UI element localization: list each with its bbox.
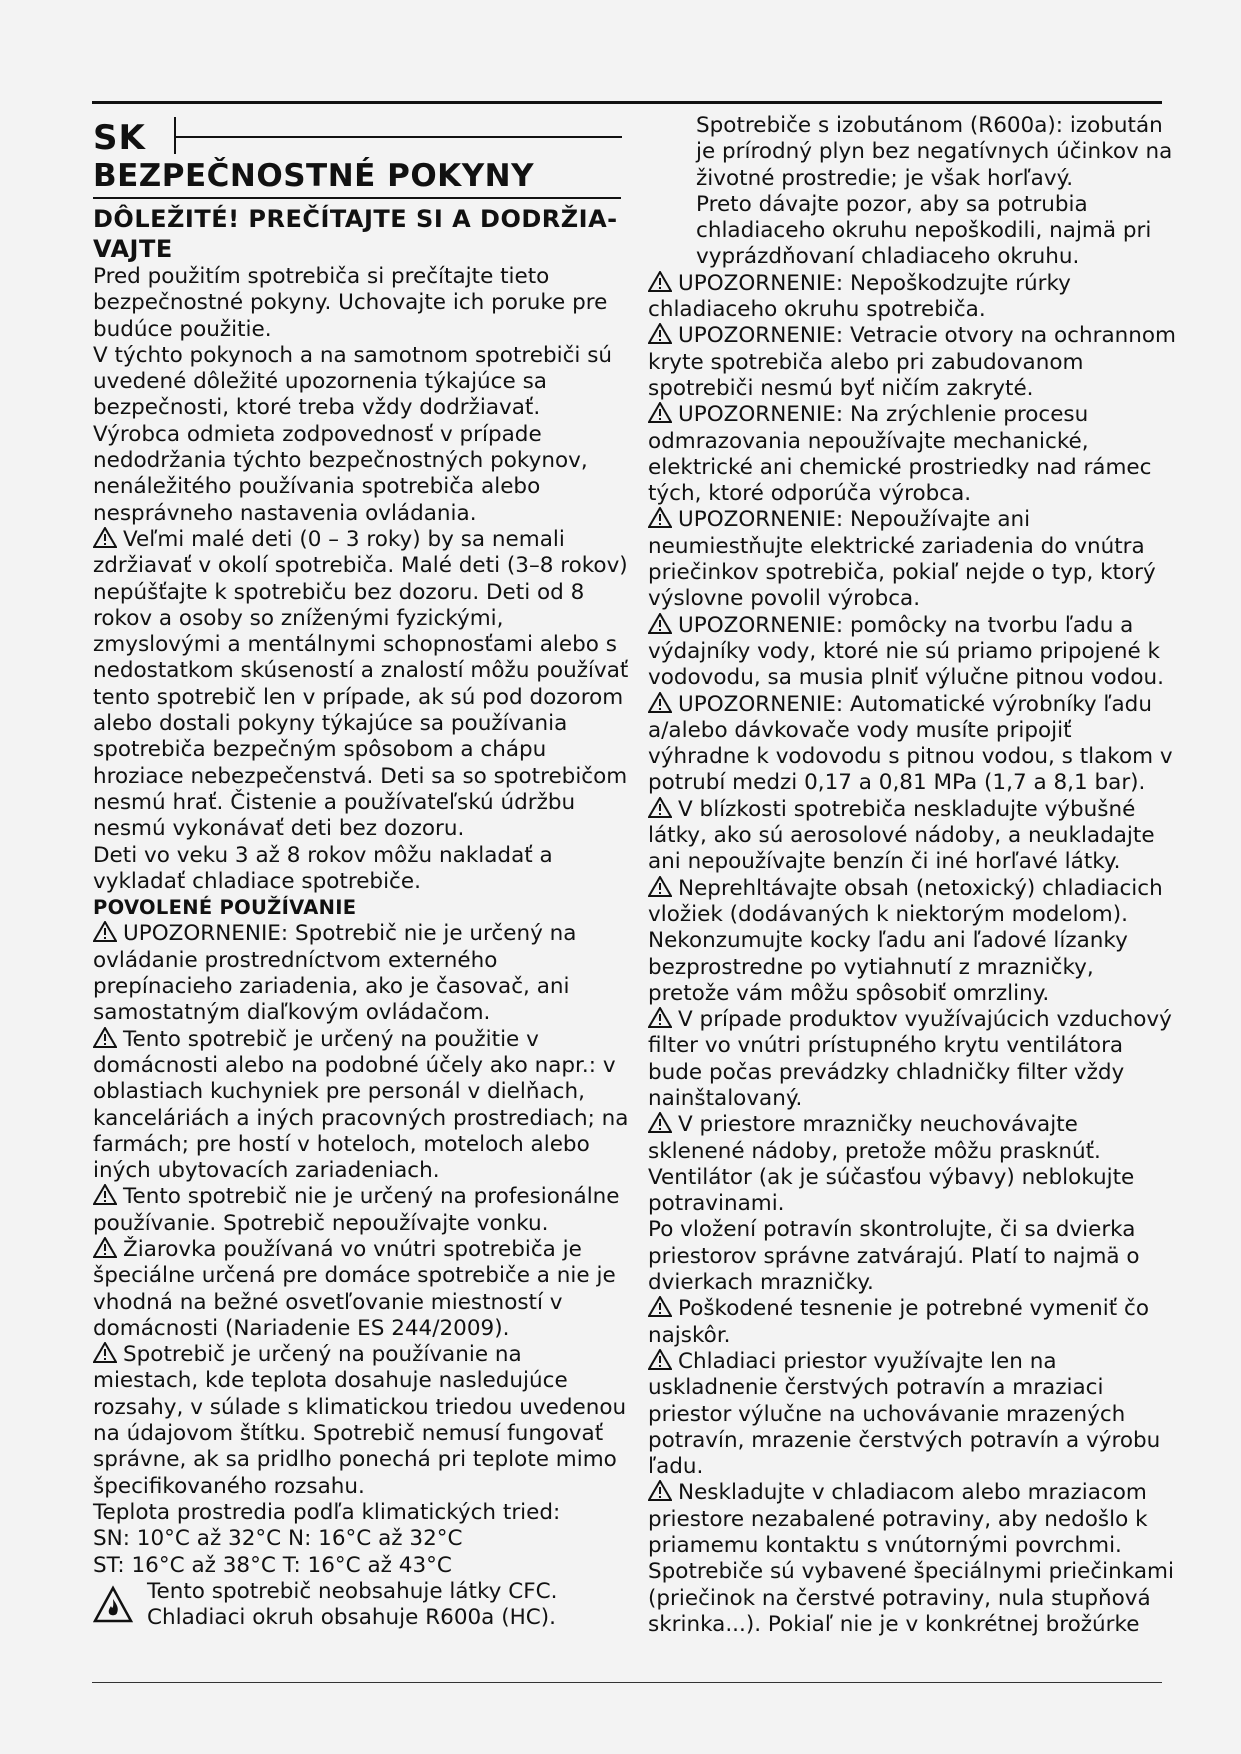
right-column [648,113,1178,1638]
paragraph [648,402,1178,507]
paragraph-text: Chladiaci priestor využívajte len na uskladnenie čerstvých potravín a mraziaci priestor výlučne na uchovávanie mrazených potravín, mrazenie čerstvých potravín a výrobu ľadu. [648,1348,1161,1480]
paragraph-text: V priestore mrazničky neuchovávajte sklenené nádoby, pretože môžu prasknúť. [648,1112,1101,1164]
paragraph-text: Tento spotrebič je určený na použitie v domácnosti alebo na podobné účely ako napr.: v oblastiach kuchyniek pre personál v dielňach, kanceláriách a iných pracovných prostrediach; na farmách; pre hostí v hoteloch, moteloch alebo iných ubytovacích zariadeniach. [93,1026,629,1184]
paragraph-text: UPOZORNENIE: Vetracie otvory na ochrannom kryte spotrebiča alebo pri zabudovanom spotrebiči nesmú byť ničím zakryté. [648,323,1176,401]
bottom-rule [92,1682,1162,1683]
warning-icon [93,1027,117,1048]
paragraph [93,1237,633,1342]
paragraph [648,271,1178,324]
paragraph: Spotrebiče s izobutánom (R600a): izobután je prírodný plyn bez negatívnych účinkov na životné prostredie; je však horľavý. [696,113,1173,191]
subheading: POVOLENÉ POUŽÍVANIE [93,896,357,920]
paragraph: Chladiaci okruh obsahuje R600a (HC). [147,1605,556,1631]
paragraph: Deti vo veku 3 až 8 rokov môžu nakladať a vykladať chladiace spotrebiče. [93,842,553,894]
paragraph-text: UPOZORNENIE: Na zrýchlenie procesu odmrazovania nepoužívajte mechanické, elektrické ani chemické prostriedky nad rámec tých, ktoré odporúča výrobca. [648,402,1152,507]
paragraph [648,1112,1178,1165]
warning-icon [93,527,117,548]
paragraph: Tento spotrebič neobsahuje látky CFC. [147,1578,558,1604]
paragraph [93,1027,633,1185]
page-title: BEZPEČNOSTNÉ POKYNY [93,158,535,194]
paragraph: Pred použitím spotrebiča si prečítajte tieto bezpečnostné pokyny. Uchovajte ich poruke pre budúce použitie. [93,264,608,342]
paragraph-text: V blízkosti spotrebiča neskladujte výbušné látky, ako sú aerosolové nádoby, a neukladajte ani nepoužívajte benzín či iné horľavé látky. [648,796,1155,875]
warning-icon [648,1296,672,1317]
paragraph: Spotrebiče sú vybavené špeciálnymi priečinkami (priečinok na čerstvé potraviny, nula stupňová skrinka...). Pokiaľ nie je v konkrétnej brožúrke [648,1559,1174,1637]
paragraph [648,1296,1178,1349]
warning-icon [648,876,672,897]
warning-icon [648,507,672,528]
paragraph [93,921,633,1026]
paragraph-text: Spotrebič je určený na používanie na miestach, kde teplota dosahuje nasledujúce rozsahy, v súlade s klimatickou triedou uvedenou na údajovom štítku. Spotrebič nemusí fungovať správne, ak sa pridlho ponechá pri teplote mimo špecifikovaného rozsahu. [93,1342,627,1499]
warning-icon [93,1184,117,1205]
warning-icon [93,921,117,942]
language-code: SK [93,118,146,158]
warning-icon [648,797,672,818]
warning-icon [93,1342,117,1363]
paragraph-text: Neskladujte v chladiacom alebo mraziacom priestore nezabalené potraviny, aby nedošlo k priamemu kontaktu s vnútornými povrchmi. [648,1480,1148,1559]
section-heading: DÔLEŽITÉ! PREČÍTAJTE SI A DODRŽIA-VAJTE [93,205,618,263]
paragraph [93,527,633,843]
title-rule [93,197,621,199]
paragraph [648,1007,1178,1112]
paragraph [648,1480,1178,1559]
flammable-warning-icon [93,1585,133,1625]
language-rule [174,136,622,138]
warning-icon [648,402,672,423]
paragraph: Po vložení potravín skontrolujte, či sa dvierka priestorov správne zatvárajú. Platí to najmä o dvierkach mrazničky. [648,1217,1140,1296]
warning-icon [648,692,672,713]
paragraph [648,1349,1178,1480]
paragraph [648,507,1178,612]
warning-icon [648,1112,672,1133]
paragraph: Preto dávajte pozor, aby sa potrubia chladiaceho okruhu nepoškodili, najmä pri vyprázdňovaní chladiaceho okruhu. [696,191,1152,270]
paragraph: V týchto pokynoch a na samotnom spotrebiči sú uvedené dôležité upozornenia týkajúce sa bezpečnosti, ktoré treba vždy dodržiavať. Výrobca odmieta zodpovednosť v prípade nedodržania týchto bezpečnostných pokynov, nenáležitého používania spotrebiča alebo nesprávneho nastavenia ovládania. [93,342,613,526]
paragraph-text: Veľmi malé deti (0 – 3 roky) by sa nemali zdržiavať v okolí spotrebiča. Malé deti (3–8 rokov) nepúšťajte k spotrebiču bez dozoru. Deti od 8 rokov a osoby so zníženými fyzickými, zmyslovými a mentálnymi schopnosťami alebo s nedostatkom skúseností a znalostí môžu používať tento spotrebič len v prípade, ak sú pod dozorom alebo dostali pokyny týkajúce sa používania spotrebiča bezpečným spôsobom a chápu hroziace nebezpečenstvá. Deti sa so spotrebičom nesmú hrať. Čistenie a používateľskú údržbu nesmú vykonávať deti bez dozoru. [93,526,629,842]
paragraph [648,613,1178,692]
paragraph [93,1184,633,1237]
climate-class-line: SN: 10°C až 32°C N: 16°C až 32°C [93,1526,463,1552]
warning-icon [648,271,672,292]
paragraph [648,797,1178,876]
paragraph-text: Neprehltávajte obsah (netoxický) chladiacich vložiek (dodávaných k niektorým modelom). Nekonzumujte kocky ľadu ani ľadové lízanky bezprostredne po vytiahnutí z mrazničky, pretože vám môžu spôsobiť omrzliny. [648,875,1163,1006]
paragraph-text: UPOZORNENIE: Automatické výrobníky ľadu a/alebo dávkovače vody musíte pripojiť výhradne k vodovodu s pitnou vodou, s tlakom v potrubí medzi 0,17 a 0,81 MPa (1,7 a 8,1 bar). [648,691,1173,796]
paragraph [648,876,1178,1007]
warning-icon [648,1480,672,1501]
paragraph: Teplota prostredia podľa klimatických tried: [93,1499,561,1525]
top-rule [92,101,1162,104]
paragraph-text: V prípade produktov využívajúcich vzduchový filter vo vnútri prístupného krytu ventilátora bude počas prevádzky chladničky filter vždy nainštalovaný. [648,1007,1172,1111]
paragraph [93,1342,633,1500]
paragraph-text: Tento spotrebič nie je určený na profesionálne používanie. Spotrebič nepoužívajte vonku. [93,1184,620,1236]
paragraph-text: UPOZORNENIE: Spotrebič nie je určený na ovládanie prostredníctvom externého prepínacieho zariadenia, ako je časovač, ani samostatným diaľkovým ovládačom. [93,921,577,1026]
paragraph: Ventilátor (ak je súčasťou výbavy) neblokujte potravinami. [648,1164,1135,1217]
paragraph [648,323,1178,402]
left-column [93,264,633,1631]
warning-icon [93,1237,117,1258]
warning-icon [648,1349,672,1370]
warning-icon [648,613,672,634]
warning-icon [648,1007,672,1028]
paragraph-text: UPOZORNENIE: Nepoškodzujte rúrky chladiaceho okruhu spotrebiča. [648,270,1071,323]
paragraph-text: UPOZORNENIE: pomôcky na tvorbu ľadu a výdajníky vody, ktoré nie sú priamo pripojené k vodovodu, sa musia plniť výlučne pitnou vodou. [648,612,1164,691]
paragraph [648,692,1178,797]
paragraph-text: Poškodené tesnenie je potrebné vymeniť čo najskôr. [648,1296,1149,1348]
flammable-notice [93,1579,633,1632]
paragraph-text: UPOZORNENIE: Nepoužívajte ani neumiestňujte elektrické zariadenia do vnútra priečinkov spotrebiča, pokiaľ nejde o typ, ktorý výslovne povolil výrobca. [648,507,1156,612]
climate-class-line: ST: 16°C až 38°C T: 16°C až 43°C [93,1552,452,1578]
warning-icon [648,323,672,344]
paragraph-text: Žiarovka používaná vo vnútri spotrebiča je špeciálne určená pre domáce spotrebiče a nie je vhodná na bežné osvetľovanie miestností v domácnosti (Nariadenie ES 244/2009). [93,1236,616,1341]
